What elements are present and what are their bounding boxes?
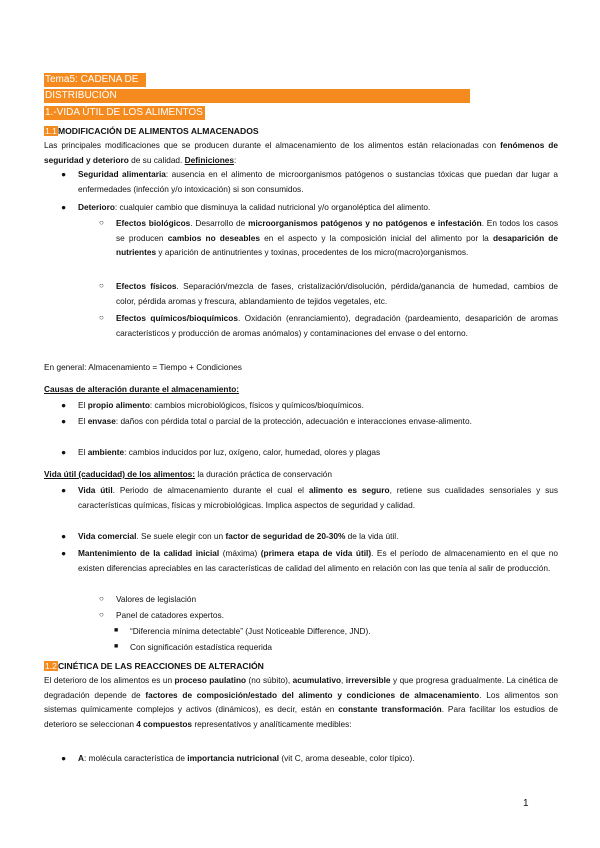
list-item-compuesto-a: ● A: molécula característica de importancia nutricional (vit C, aroma deseable, color típico). [61,753,415,763]
list-item-efectos-fisicos: ○ Efectos físicos. Separación/mezcla de fases, cristalización/disolución, pérdida/ganancia de humedad, cambios de color, pérdida aromas y frescura, ablandamiento de tejidos vegetales, etc. [99,281,558,306]
list-item-significacion: ■ Con significación estadística requerida [114,642,273,652]
section-heading: 1.-VIDA ÚTIL DE LOS ALIMENTOS [44,106,205,120]
list-item-panel-catadores: ○ Panel de catadores expertos. [99,610,224,620]
subsection-1-1-heading: 1.1MODIFICACIÓN DE ALIMENTOS ALMACENADOS [45,126,259,136]
list-item-ambiente: ● El ambiente: cambios inducidos por luz, oxígeno, calor, humedad, olores y plagas [61,447,381,457]
list-item-jnd: ■ “Diferencia mínima detectable” (Just Noticeable Difference, JND). [114,626,371,636]
list-item-efectos-biologicos: ○ Efectos biológicos. Desarrollo de microorganismos patógenos y no patógenos e infestación. En todos los casos se producen cambios no deseables en el aspecto y la composición inicial del alimento por la desaparición de nutrientes y aparición de antinutrientes y toxinas, procedentes de los micro(macro)organismos. [99,218,558,258]
list-item-seguridad: ● Seguridad alimentaria: ausencia en el alimento de microorganismos patógenos o sustancias tóxicas que puedan dar lugar a enfermedades (infección y/o intoxicación) si son consumidos. [61,169,558,194]
list-item-mantenimiento: ● Mantenimiento de la calidad inicial (máxima) (primera etapa de vida útil). Es el período de almacenamiento en el que no existen diferencias apreciables en las características de calidad del alimento en relación con las que tenía al salir de producción. [61,548,558,573]
causas-heading: Causas de alteración durante el almacenamiento: [44,384,240,394]
tema-heading-line2: DISTRIBUCIÓN [44,89,470,103]
list-item-envase: ● El envase: daños con pérdida total o parcial de la protección, adecuación e interacciones envase-alimento. [61,416,472,426]
list-item-vida-util: ● Vida útil. Periodo de almacenamiento durante el cual el alimento es seguro, retiene sus cualidades sensoriales y sus características químicas, físicas y microbiológicas. Implica aspectos de seguridad y calidad. [61,485,558,510]
vida-util-heading: Vida útil (caducidad) de los alimentos: la duración práctica de conservación [44,469,333,479]
general-formula: En general: Almacenamiento = Tiempo + Condiciones [44,362,242,372]
page-number: 1 [523,798,529,809]
list-item-efectos-quimicos: ○ Efectos químicos/bioquímicos. Oxidación (enranciamiento), degradación (pardeamiento, desaparición de aromas característicos y producción de aromas anómalos) y contaminaciones del envase o del entorno. [99,313,558,338]
cinetica-paragraph: El deterioro de los alimentos es un proceso paulatino (no súbito), acumulativo, irreversible y que progresa gradualmente. La cinética de degradación depende de factores de composición/estado del alimento y condiciones de almacenamiento. Los alimentos son sistemas químicamente complejos y activos (dinámicos), es decir, están en constante transformación. Para facilitar los estudios de deterioro se seleccionan 4 compuestos representativos y analíticamente medibles: [44,675,559,729]
list-item-legislacion: ○ Valores de legislación [99,594,197,604]
list-item-deterioro: ● Deterioro: cualquier cambio que disminuya la calidad nutricional y/o organoléptica del alimento. [61,202,431,212]
tema-heading-line1: Tema5: CADENA DE [44,73,146,87]
list-item-propio-alimento: ● El propio alimento: cambios microbiológicos, físicos y químicos/bioquímicos. [61,400,364,410]
intro-paragraph: Las principales modificaciones que se producen durante el almacenamiento de los alimentos están relacionadas con fenómenos de seguridad y deterioro de su calidad. Definiciones: [44,140,558,165]
list-item-vida-comercial: ● Vida comercial. Se suele elegir con un factor de seguridad de 20-30% de la vida útil. [61,531,399,541]
subsection-1-2-heading: 1.2CINÉTICA DE LAS REACCIONES DE ALTERACIÓN [45,661,264,671]
